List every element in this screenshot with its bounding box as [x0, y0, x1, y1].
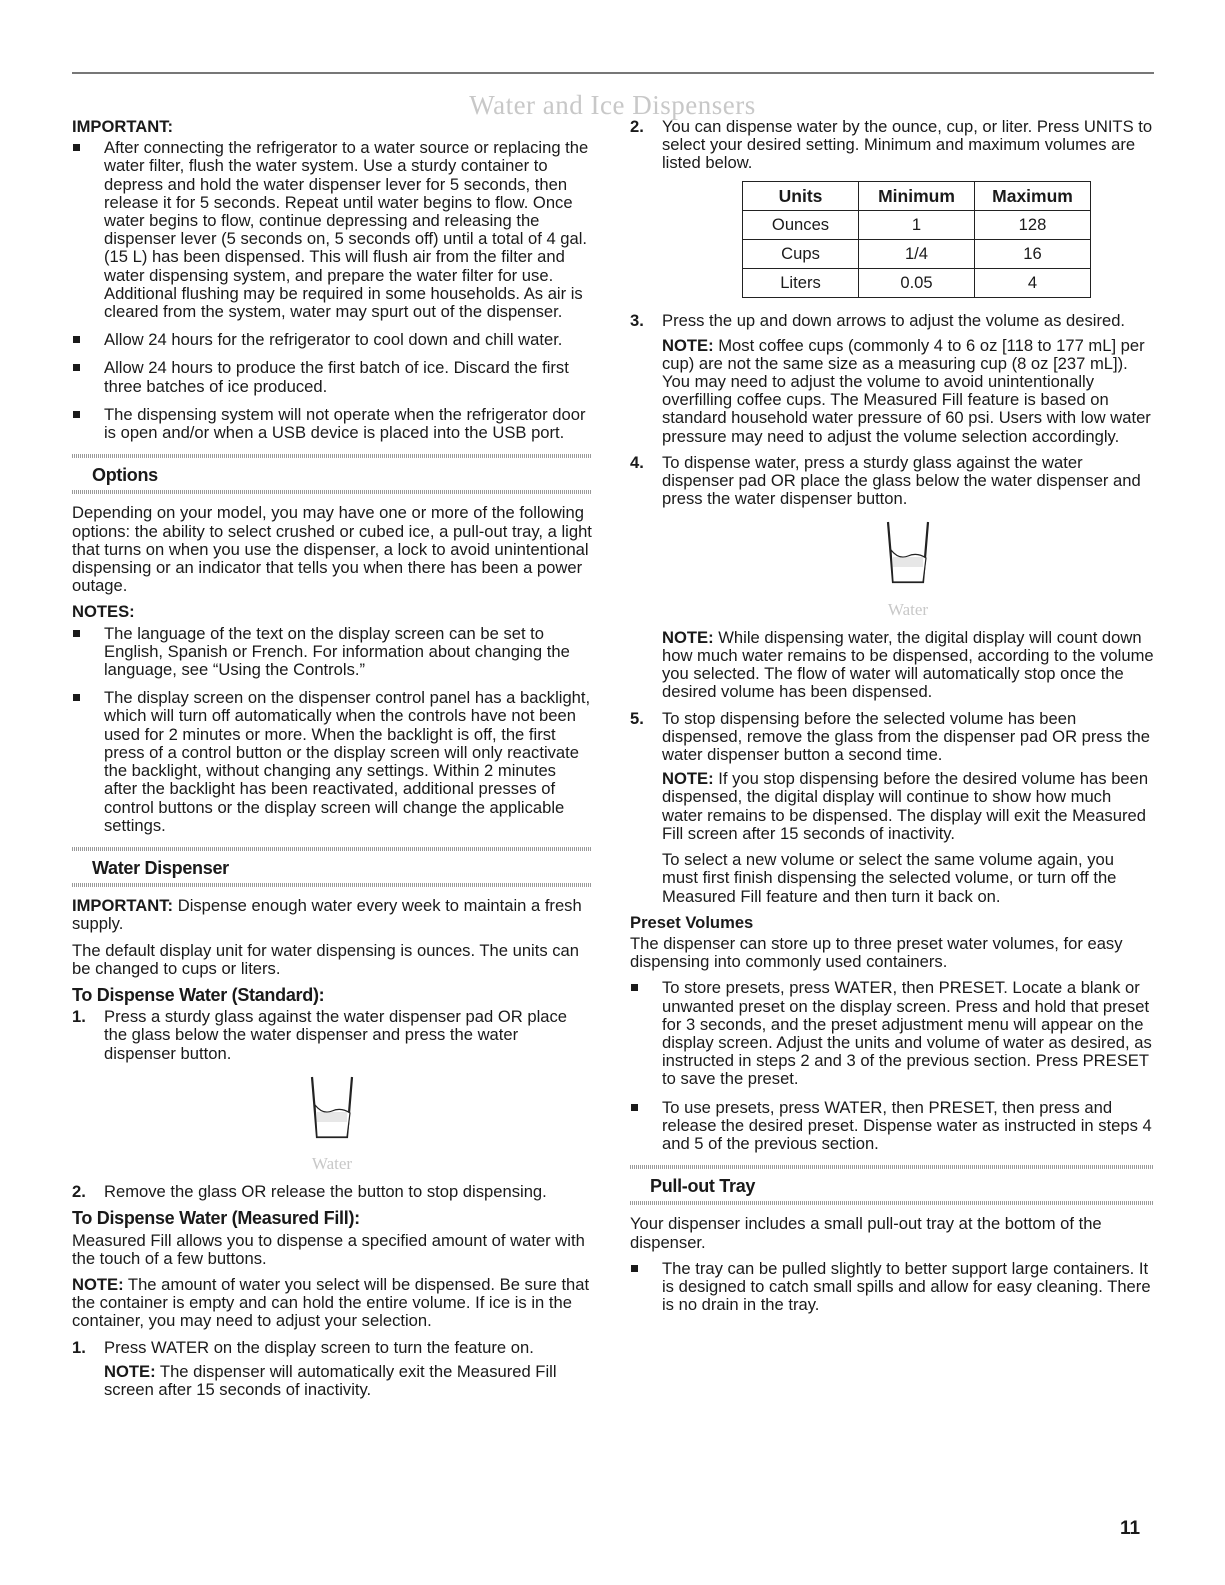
- preset-list: [630, 979, 1154, 1153]
- table-cell: 16: [975, 240, 1091, 269]
- table-header-row: [743, 181, 1091, 210]
- note-text: If you stop dispensing before the desired volume has been dispensed, the digital display will continue to show how much water remains to be dispensed. The display will exit the Measured Fill screen after 15 seconds of inactivity.: [662, 769, 1149, 843]
- right-column: [630, 118, 1154, 1324]
- list-item: To store presets, press WATER, then PRESET. Locate a blank or unwanted preset on the display screen. Press and hold that preset for 3 seconds, and the preset adjustment menu will appear on the display screen. Adjust the units and volume of water as desired, as instructed in steps 2 and 3 of the previous section. Press PRESET to save the preset.: [630, 979, 1154, 1088]
- table-row: [743, 269, 1091, 298]
- preset-heading: Preset Volumes: [630, 912, 754, 932]
- measured-note: [72, 1276, 592, 1331]
- note-label: NOTE:: [662, 627, 714, 647]
- standard-steps-cont: [72, 1183, 592, 1201]
- step-text: Remove the glass OR release the button to stop dispensing.: [104, 1182, 547, 1202]
- step-item: [72, 1008, 592, 1063]
- step-number: 3.: [630, 311, 644, 331]
- table-cell: 1/4: [859, 240, 975, 269]
- step-item: [630, 454, 1154, 702]
- glass-caption: Water: [311, 1153, 353, 1173]
- water-glass-icon: [885, 520, 931, 586]
- step-text: Press a sturdy glass against the water dispenser pad OR place the glass below the water dispenser and press the water dispenser button.: [104, 1007, 568, 1063]
- step-item: [630, 710, 1154, 906]
- options-section-header: [72, 454, 592, 494]
- list-item: The display screen on the dispenser control panel has a backlight, which will turn off automatically when the controls have not been used for 2 minutes or more. When the backlight is off, the first press of a control button or the display screen will only reactivate the backlight, without changing any settings. Within 2 minutes after the backlight has been reactivated, additional presses of control buttons or the display screen will change the applicable settings.: [72, 689, 592, 835]
- table-row: [743, 210, 1091, 239]
- tray-heading: Pull-out Tray: [650, 1176, 756, 1197]
- tray-list: [630, 1260, 1154, 1315]
- measured-intro: Measured Fill allows you to dispense a specified amount of water with the touch of a few buttons.: [72, 1230, 585, 1268]
- important-label: IMPORTANT:: [72, 896, 174, 916]
- standard-steps: [72, 1008, 592, 1063]
- measured-steps-right: [630, 118, 1154, 906]
- tray-section-header: [630, 1165, 1154, 1205]
- note-label: NOTE:: [104, 1361, 156, 1381]
- step-number: 5.: [630, 708, 644, 728]
- note-label: NOTE:: [662, 335, 714, 355]
- note-text: While dispensing water, the digital display will count down how much water remains to be dispensed, according to the volume you selected. The flow of water will automatically stop once the desired volume has been dispensed.: [662, 627, 1154, 702]
- measured-steps: [72, 1339, 592, 1400]
- important-label: IMPORTANT:: [72, 117, 174, 136]
- table-cell: Liters: [743, 269, 859, 298]
- list-item: The dispensing system will not operate when the refrigerator door is open and/or when a USB device is placed into the USB port.: [72, 406, 592, 442]
- table-cell: 1: [859, 210, 975, 239]
- dotted-rule: [72, 883, 592, 887]
- important-list: [72, 139, 592, 442]
- list-item: Allow 24 hours to produce the first batch of ice. Discard the first three batches of ice produced.: [72, 359, 592, 395]
- options-text: Depending on your model, you may have one or more of the following options: the ability to select crushed or cubed ice, a pull-out tray, a light that turns on when you use the dispenser, a lock to avoid unintentional dispensing or an indicator that tells you when there has been a power outage.: [72, 503, 592, 596]
- table-cell: 4: [975, 269, 1091, 298]
- options-heading: Options: [92, 465, 158, 486]
- step-text: You can dispense water by the ounce, cup, or liter. Press UNITS to select your desired setting. Minimum and maximum volumes are listed below.: [662, 117, 1153, 173]
- step-item: [72, 1183, 592, 1201]
- dotted-rule: [630, 1201, 1154, 1205]
- table-header: Units: [743, 181, 859, 210]
- standard-heading: To Dispense Water (Standard):: [72, 984, 325, 1005]
- note-text: The dispenser will automatically exit the Measured Fill screen after 15 seconds of inactivity.: [104, 1361, 557, 1399]
- dotted-rule: [72, 490, 592, 494]
- step-item: [630, 312, 1154, 445]
- list-item: To use presets, press WATER, then PRESET, then press and release the desired preset. Dispense water as instructed in steps 4 and 5 of the previous section.: [630, 1099, 1154, 1154]
- water-dispenser-heading: Water Dispenser: [92, 857, 229, 878]
- step-extra: To select a new volume or select the same volume again, you must first finish dispensing the selected volume, or turn off the Measured Fill feature and then turn it back on.: [662, 850, 1117, 906]
- list-item: The tray can be pulled slightly to better support large containers. It is designed to catch small spills and allow for easy cleaning. There is no drain in the tray.: [630, 1260, 1154, 1315]
- note-label: NOTE:: [72, 1274, 124, 1294]
- notes-label: NOTES:: [72, 602, 135, 622]
- step-item: [630, 118, 1154, 298]
- left-column: [72, 118, 592, 1407]
- note-text: The amount of water you select will be dispensed. Be sure that the container is empty and can hold the entire volume. If ice is in the container, you may need to adjust your selection.: [72, 1274, 590, 1331]
- step-number: 1.: [72, 1007, 86, 1027]
- list-item: The language of the text on the display screen can be set to English, Spanish or French. For information about changing the language, see “Using the Controls.”: [72, 625, 592, 680]
- glass-illustration: [72, 1075, 592, 1173]
- list-item: After connecting the refrigerator to a water source or replacing the water filter, flush the water system. Use a sturdy container to depress and hold the water dispenser lever for 5 seconds, then release it for 5 seconds. Repeat until water begins to flow. Once water begins to flow, continue depressing and releasing the dispenser lever (5 seconds on, 5 seconds off) until a total of 4 gal. (15 L) has been dispensed. This will flush air from the filter and water dispensing system, and prepare the water filter for use. Additional flushing may be required in some households. As air is cleared from the system, water may spurt out of the dispenser.: [72, 139, 592, 321]
- step-note: [662, 770, 1154, 843]
- step-number: 2.: [630, 117, 644, 136]
- wd-important-text: Dispense enough water every week to maintain a fresh supply.: [72, 896, 582, 934]
- table-header: Maximum: [975, 181, 1091, 210]
- table-cell: Cups: [743, 240, 859, 269]
- volume-table: [742, 181, 1091, 299]
- note-text: Most coffee cups (commonly 4 to 6 oz [118 to 177 mL] per cup) are not the same size as a measuring cup (8 oz [237 mL]). You may need to adjust the volume to avoid unintentionally overfilling coffee cups. The Measured Fill feature is based on standard household water pressure of 60 psi. Users with low water pressure may need to adjust the volume selection accordingly.: [662, 335, 1151, 446]
- step-text: To dispense water, press a sturdy glass against the water dispenser pad OR place the glass below the water dispenser and press the water dispenser button.: [662, 452, 1141, 509]
- list-item: Allow 24 hours for the refrigerator to cool down and chill water.: [72, 331, 592, 349]
- step-number: 1.: [72, 1337, 86, 1357]
- step-note: [104, 1363, 592, 1399]
- table-cell: 0.05: [859, 269, 975, 298]
- water-dispenser-section-header: [72, 847, 592, 887]
- note-label: NOTE:: [662, 769, 714, 789]
- step-note: [662, 629, 1154, 702]
- measured-heading: To Dispense Water (Measured Fill):: [72, 1208, 360, 1229]
- top-rule: [72, 72, 1154, 74]
- step-note: [662, 337, 1154, 446]
- notes-list: [72, 625, 592, 835]
- table-cell: Ounces: [743, 210, 859, 239]
- wd-important-paragraph: [72, 897, 592, 933]
- step-number: 2.: [72, 1182, 86, 1202]
- step-text: To stop dispensing before the selected volume has been dispensed, remove the glass from the dispenser pad OR press the water dispenser button a second time.: [662, 708, 1150, 765]
- step-text: Press WATER on the display screen to turn the feature on.: [104, 1337, 534, 1357]
- step-number: 4.: [630, 452, 644, 472]
- tray-intro: Your dispenser includes a small pull-out tray at the bottom of the dispenser.: [630, 1214, 1102, 1252]
- preset-intro: The dispenser can store up to three preset water volumes, for easy dispensing into commonly used containers.: [630, 933, 1123, 972]
- table-row: [743, 240, 1091, 269]
- glass-caption: Water: [887, 599, 929, 619]
- glass-illustration: [662, 520, 1154, 618]
- step-text: Press the up and down arrows to adjust the volume as desired.: [662, 311, 1126, 331]
- table-header: Minimum: [859, 181, 975, 210]
- step-item: [72, 1339, 592, 1400]
- table-cell: 128: [975, 210, 1091, 239]
- page-number: 11: [1120, 1518, 1141, 1539]
- water-glass-icon: [309, 1075, 355, 1141]
- wd-default-text: The default display unit for water dispensing is ounces. The units can be changed to cups or liters.: [72, 940, 580, 978]
- page-title: Water and Ice Dispensers: [469, 90, 756, 120]
